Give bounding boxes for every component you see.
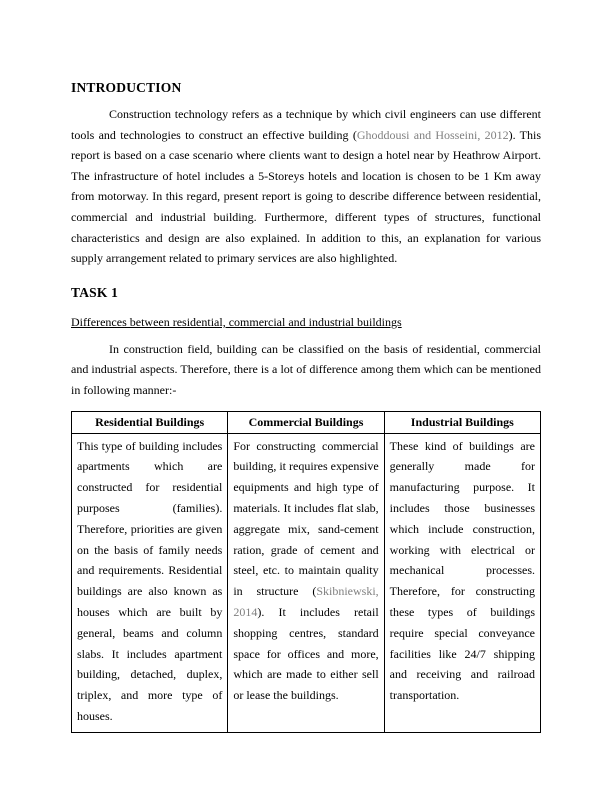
heading-introduction: INTRODUCTION	[71, 80, 182, 95]
table-cell-residential: This type of building includes apartments which are constructed for residential purposes (families). Therefore, priorities are given on the basis of family needs and requirements. Residential buildings are also known as houses which are built by general, beams and column slabs. It includes apartment building, detached, duplex, triplex, and more type of houses.	[72, 433, 228, 732]
buildings-comparison-table	[71, 411, 541, 733]
intro-text-after-citation: ). This report is based on a case scenario where clients want to design a hotel near by Heathrow Airport. The infrastructure of hotel includes a 5-Storeys hotels and location is chosen to be 1 Km away from motorway. In this regard, present report is going to describe difference between residential, commercial and industrial building. Furthermore, different types of structures, functional characteristics and design are also explained. In addition to this, an explanation for various supply arrangement related to primary services are also highlighted.	[71, 127, 541, 266]
table-cell-commercial	[228, 433, 384, 732]
commercial-text-before-citation: For constructing commercial building, it requires expensive equipments and high type of materials. It includes flat slab, aggregate mix, sand-cement ration, grade of cement and steel, etc. to maintain quality in structure (	[233, 438, 379, 599]
subheading-differences: Differences between residential, commercial and industrial buildings	[71, 314, 402, 329]
table-header-commercial: Commercial Buildings	[228, 411, 384, 433]
table-header-residential: Residential Buildings	[72, 411, 228, 433]
table-header-row	[72, 411, 541, 433]
citation-skibniewski: Skibniewski, 2014	[233, 584, 379, 619]
task-paragraph: In construction field, building can be classified on the basis of residential, commercial and industrial aspects. Therefore, there is a lot of difference among them which can be mentioned in following manner:-	[71, 341, 541, 397]
table-body-row	[72, 433, 541, 732]
intro-paragraph	[71, 104, 541, 269]
table-header-industrial: Industrial Buildings	[384, 411, 540, 433]
table-cell-industrial: These kind of buildings are generally made for manufacturing purpose. It includes those businesses which include construction, working with electrical or mechanical processes. Therefore, for constructing these types of buildings require special conveyance facilities like 24/7 shipping and receiving and railroad transportation.	[384, 433, 540, 732]
citation-ghoddousi-hosseini: Ghoddousi and Hosseini, 2012	[356, 127, 509, 142]
heading-task-1: TASK 1	[71, 284, 119, 300]
intro-text-before-citation: Construction technology refers as a technique by which civil engineers can use different tools and technologies to construct an effective building (	[71, 107, 541, 142]
commercial-text-after-citation: ). It includes retail shopping centres, standard space for offices and more, which are made to either sell or lease the buildings.	[233, 604, 379, 703]
